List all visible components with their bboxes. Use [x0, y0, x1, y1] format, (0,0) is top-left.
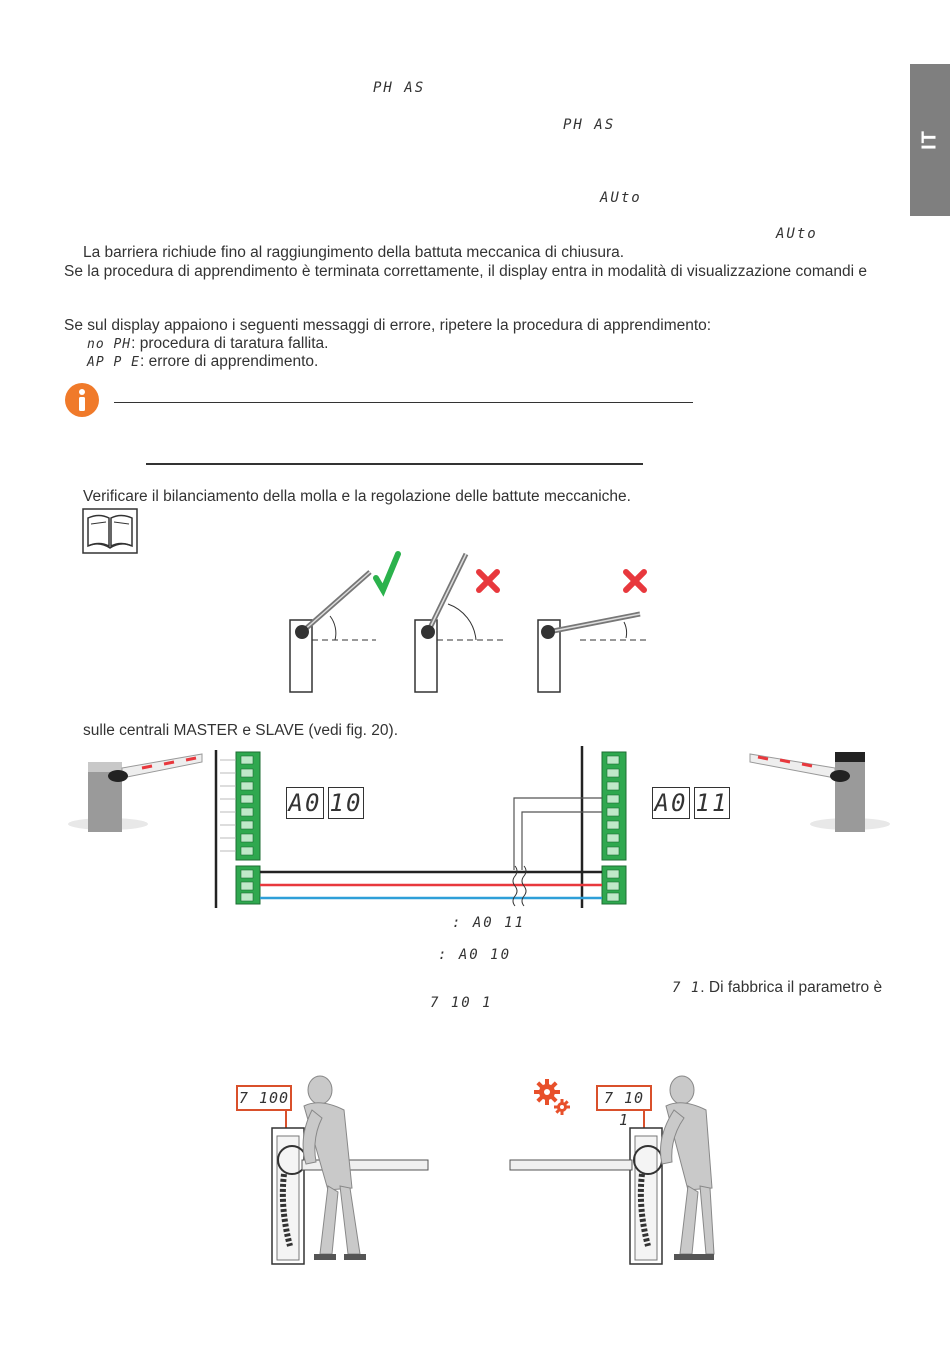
code-7101: 7 10 1 [430, 995, 493, 1011]
factory-default-line [672, 978, 882, 998]
error-desc-1: : procedura di taratura fallita. [131, 335, 329, 352]
slave-display-b: 11 [695, 789, 729, 817]
error-item-1 [87, 334, 328, 354]
factory-default-text: . Di fabbrica il parametro è [700, 979, 883, 996]
info-rule [114, 402, 693, 403]
paragraph-barrier-closes: La barriera richiude fino al raggiungimento della battuta meccanica di chiusura. [83, 244, 625, 261]
barrier-balance-figure [280, 548, 660, 698]
param-display-right: 7 10 1 [596, 1085, 652, 1111]
master-display-b: 10 [329, 789, 363, 817]
code-auto-2: AUto [776, 226, 818, 242]
language-label: IT [918, 130, 941, 150]
slave-barrier-image [750, 752, 890, 832]
cross-icon [479, 572, 497, 590]
error-code-2: AP P E [87, 355, 140, 370]
paragraph-learning-ok: Se la procedura di apprendimento è terminata correttamente, il display entra in modalità di visualizzazione comandi e [64, 263, 867, 280]
technician-right-figure [506, 1068, 716, 1268]
manual-book-icon [82, 508, 138, 554]
language-tab [910, 64, 950, 216]
paragraph-master-slave: sulle centrali MASTER e SLAVE (vedi fig. 20). [83, 722, 399, 739]
code-71: 7 1 [672, 980, 701, 996]
code-phas-1: PH AS [373, 80, 426, 96]
info-icon [64, 382, 100, 418]
error-item-2 [87, 352, 318, 372]
barrier-too-low [538, 614, 646, 692]
barrier-ok [290, 572, 376, 692]
error-code-1: no PH [87, 337, 132, 352]
param-display-left: 7 100 [236, 1085, 292, 1111]
technician-left-figure [268, 1068, 438, 1268]
master-terminal-block [220, 752, 260, 904]
wiring-diagram [60, 742, 890, 912]
master-barrier-image [68, 754, 202, 832]
cross-icon [626, 572, 644, 590]
code-auto-1: AUto [600, 190, 642, 206]
paragraph-verify-spring: Verificare il bilanciamento della molla e la regolazione delle battute meccaniche. [83, 488, 631, 505]
paragraph-errors-intro: Se sul display appaiono i seguenti messaggi di errore, ripetere la procedura di apprendimento: [64, 317, 712, 334]
code-a011: : A0 11 [452, 915, 526, 931]
check-icon [376, 554, 398, 590]
master-display-a: A0 [286, 787, 324, 819]
code-phas-2: PH AS [563, 117, 616, 133]
section-rule [146, 463, 643, 465]
slave-terminal-block [602, 752, 626, 904]
slave-display-a: A0 [652, 787, 690, 819]
error-desc-2: : errore di apprendimento. [139, 353, 319, 370]
code-a010: : A0 10 [438, 947, 512, 963]
